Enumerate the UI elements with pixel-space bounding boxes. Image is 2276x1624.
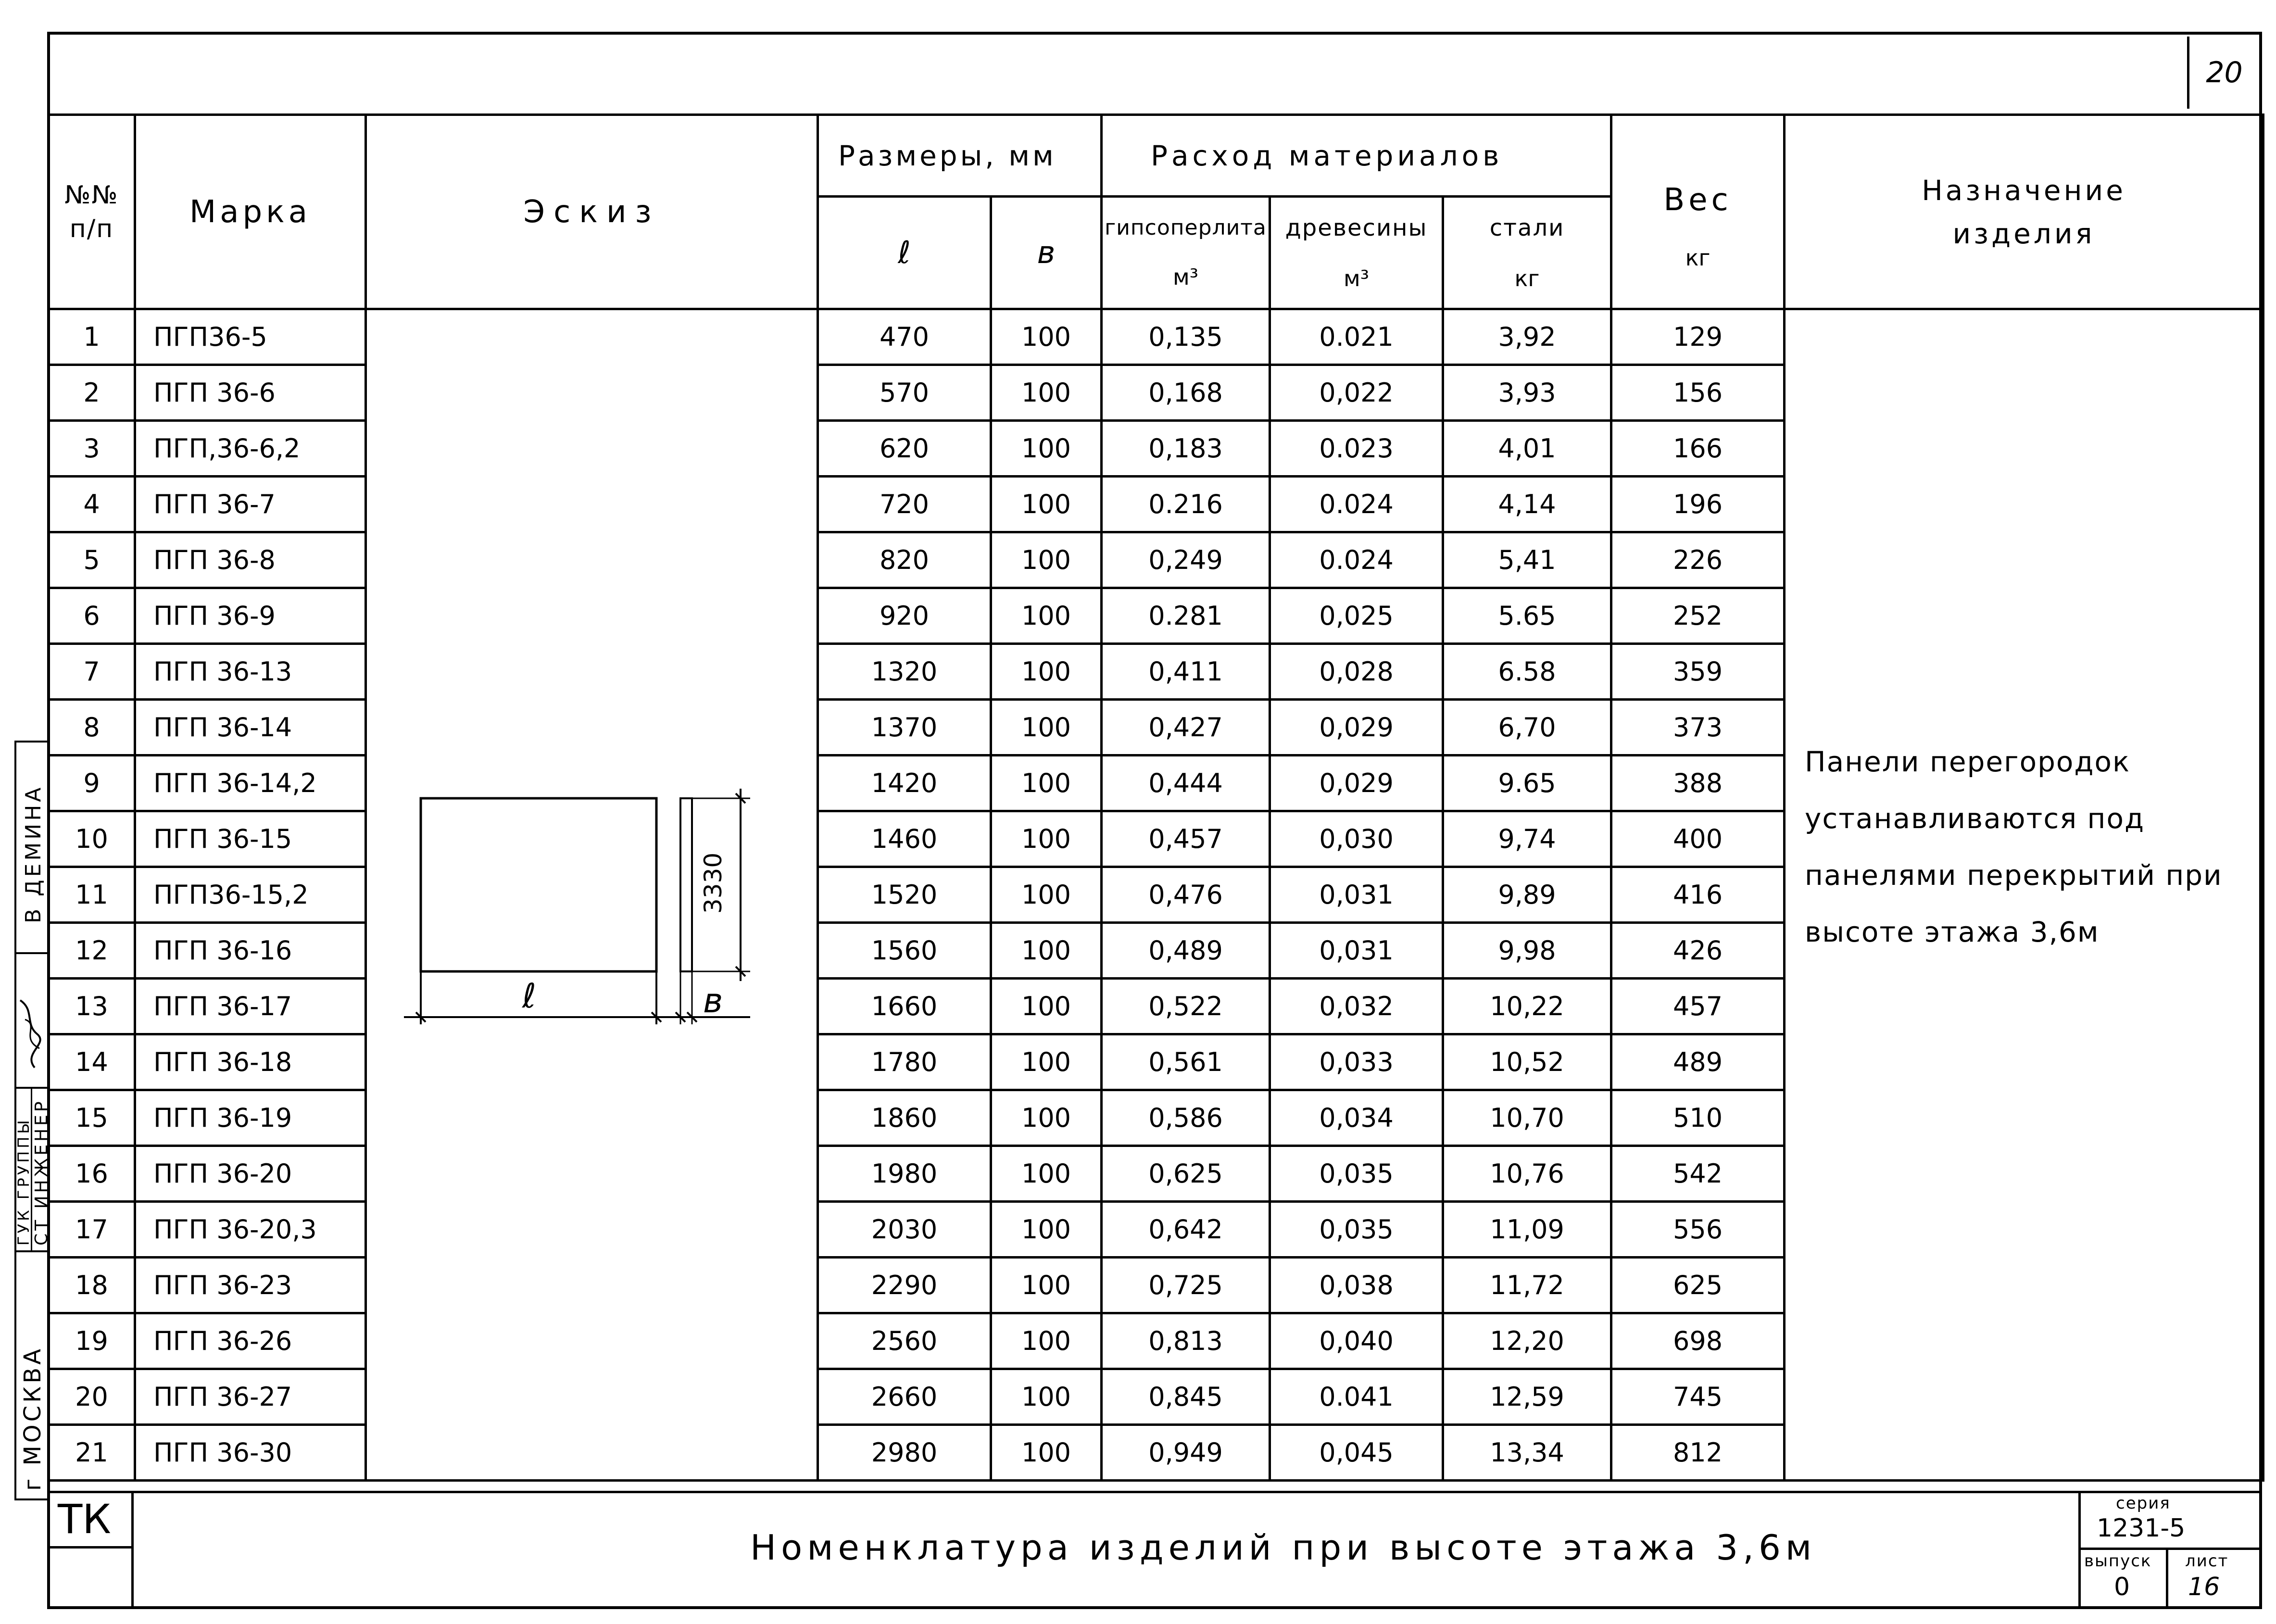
row-gypsum: 0,489 xyxy=(1102,923,1270,979)
row-steel: 9.65 xyxy=(1443,755,1611,811)
row-number: 17 xyxy=(49,1202,135,1258)
row-width: 100 xyxy=(991,365,1102,421)
sheet-value: 16 xyxy=(2188,1573,2220,1601)
row-gypsum: 0,135 xyxy=(1102,309,1270,365)
row-length: 1980 xyxy=(818,1146,991,1202)
row-length: 1520 xyxy=(818,867,991,923)
row-width: 100 xyxy=(991,1258,1102,1313)
row-steel: 6,70 xyxy=(1443,700,1611,755)
row-number: 3 xyxy=(49,421,135,477)
department-code: ТК xyxy=(58,1496,111,1543)
row-weight: 166 xyxy=(1611,421,1785,477)
row-weight: 812 xyxy=(1611,1425,1785,1481)
row-width: 100 xyxy=(991,755,1102,811)
row-width: 100 xyxy=(991,644,1102,700)
panel-front-view xyxy=(421,798,656,971)
row-steel: 10,70 xyxy=(1443,1090,1611,1146)
row-weight: 373 xyxy=(1611,700,1785,755)
header-weight: Вес кг xyxy=(1611,115,1785,309)
row-steel: 3,93 xyxy=(1443,365,1611,421)
row-steel: 10,52 xyxy=(1443,1034,1611,1090)
row-steel: 12,59 xyxy=(1443,1369,1611,1425)
row-steel: 11,09 xyxy=(1443,1202,1611,1258)
page-number: 20 xyxy=(2206,56,2243,89)
row-number: 8 xyxy=(49,700,135,755)
row-weight: 489 xyxy=(1611,1034,1785,1090)
header-purpose: Назначение изделия xyxy=(1785,115,2263,309)
nomenclature-table xyxy=(47,113,2264,1482)
row-length: 2030 xyxy=(818,1202,991,1258)
row-wood: 0,038 xyxy=(1270,1258,1443,1313)
header-materials: Расход материалов xyxy=(1102,115,1611,197)
row-width: 100 xyxy=(991,421,1102,477)
row-number: 7 xyxy=(49,644,135,700)
row-weight: 542 xyxy=(1611,1146,1785,1202)
row-length: 820 xyxy=(818,532,991,588)
row-wood: 0,031 xyxy=(1270,867,1443,923)
row-wood: 0,040 xyxy=(1270,1313,1443,1369)
row-weight: 226 xyxy=(1611,532,1785,588)
row-wood: 0,031 xyxy=(1270,923,1443,979)
row-wood: 0,035 xyxy=(1270,1202,1443,1258)
row-steel: 9,74 xyxy=(1443,811,1611,867)
row-gypsum: 0,427 xyxy=(1102,700,1270,755)
side-label-name: В ДЕМИНА xyxy=(21,784,46,923)
header-dimensions: Размеры, мм xyxy=(818,115,1102,197)
sketch-height-label: 3330 xyxy=(699,852,727,914)
row-wood: 0,028 xyxy=(1270,644,1443,700)
side-label-city: г МОСКВА xyxy=(19,1346,46,1491)
row-wood: 0,030 xyxy=(1270,811,1443,867)
signature-mark xyxy=(15,991,46,1077)
row-weight: 698 xyxy=(1611,1313,1785,1369)
row-wood: 0,045 xyxy=(1270,1425,1443,1481)
side-label-role1: ГУК ГРУППЫ xyxy=(14,1117,33,1246)
row-mark: ПГП 36-15 xyxy=(135,811,366,867)
row-gypsum: 0,476 xyxy=(1102,867,1270,923)
row-mark: ПГП 36-16 xyxy=(135,923,366,979)
side-label-role2: СТ ИНЖЕНЕР xyxy=(32,1098,51,1246)
row-width: 100 xyxy=(991,811,1102,867)
row-width: 100 xyxy=(991,1313,1102,1369)
row-length: 1320 xyxy=(818,644,991,700)
page-number-box xyxy=(2187,37,2259,109)
row-width: 100 xyxy=(991,1202,1102,1258)
issue-label: выпуск xyxy=(2084,1551,2152,1571)
row-gypsum: 0,625 xyxy=(1102,1146,1270,1202)
row-width: 100 xyxy=(991,532,1102,588)
row-number: 19 xyxy=(49,1313,135,1369)
row-width: 100 xyxy=(991,588,1102,644)
row-weight: 388 xyxy=(1611,755,1785,811)
row-gypsum: 0,249 xyxy=(1102,532,1270,588)
row-wood: 0.041 xyxy=(1270,1369,1443,1425)
row-gypsum: 0,522 xyxy=(1102,979,1270,1034)
row-mark: ПГП 36-7 xyxy=(135,477,366,532)
row-mark: ПГП 36-20,3 xyxy=(135,1202,366,1258)
row-gypsum: 0,168 xyxy=(1102,365,1270,421)
purpose-text: Панели перегородок устанавливаются под панелями перекрытий при высоте этажа 3,6м xyxy=(1805,745,2223,948)
row-width: 100 xyxy=(991,1369,1102,1425)
header-gypsum: гипсоперлита м³ xyxy=(1102,197,1270,309)
sketch-length-label: ℓ xyxy=(522,976,536,1016)
row-gypsum: 0,586 xyxy=(1102,1090,1270,1146)
header-dim-b: в xyxy=(991,197,1102,309)
row-weight: 745 xyxy=(1611,1369,1785,1425)
row-mark: ПГП 36-13 xyxy=(135,644,366,700)
row-gypsum: 0,642 xyxy=(1102,1202,1270,1258)
row-mark: ПГП36-15,2 xyxy=(135,867,366,923)
row-weight: 252 xyxy=(1611,588,1785,644)
row-steel: 5,41 xyxy=(1443,532,1611,588)
row-width: 100 xyxy=(991,979,1102,1034)
row-number: 10 xyxy=(49,811,135,867)
row-steel: 3,92 xyxy=(1443,309,1611,365)
row-weight: 156 xyxy=(1611,365,1785,421)
row-number: 5 xyxy=(49,532,135,588)
row-mark: ПГП 36-6 xyxy=(135,365,366,421)
row-wood: 0,034 xyxy=(1270,1090,1443,1146)
row-steel: 13,34 xyxy=(1443,1425,1611,1481)
row-wood: 0,029 xyxy=(1270,700,1443,755)
row-wood: 0,022 xyxy=(1270,365,1443,421)
row-steel: 9,98 xyxy=(1443,923,1611,979)
row-length: 470 xyxy=(818,309,991,365)
row-steel: 12,20 xyxy=(1443,1313,1611,1369)
row-number: 6 xyxy=(49,588,135,644)
table-row xyxy=(49,309,2263,365)
row-number: 18 xyxy=(49,1258,135,1313)
row-length: 1370 xyxy=(818,700,991,755)
header-mark: Марка xyxy=(135,115,366,309)
row-steel: 10,22 xyxy=(1443,979,1611,1034)
row-steel: 6.58 xyxy=(1443,644,1611,700)
row-weight: 196 xyxy=(1611,477,1785,532)
row-gypsum: 0,561 xyxy=(1102,1034,1270,1090)
row-mark: ПГП 36-27 xyxy=(135,1369,366,1425)
row-number: 13 xyxy=(49,979,135,1034)
row-gypsum: 0,845 xyxy=(1102,1369,1270,1425)
row-wood: 0.024 xyxy=(1270,532,1443,588)
header-wood: древесины м³ xyxy=(1270,197,1443,309)
row-width: 100 xyxy=(991,1425,1102,1481)
row-gypsum: 0,444 xyxy=(1102,755,1270,811)
row-gypsum: 0,457 xyxy=(1102,811,1270,867)
row-length: 920 xyxy=(818,588,991,644)
row-width: 100 xyxy=(991,1146,1102,1202)
row-weight: 400 xyxy=(1611,811,1785,867)
row-mark: ПГП36-5 xyxy=(135,309,366,365)
row-length: 2660 xyxy=(818,1369,991,1425)
row-mark: ПГП 36-14,2 xyxy=(135,755,366,811)
row-weight: 556 xyxy=(1611,1202,1785,1258)
row-mark: ПГП 36-23 xyxy=(135,1258,366,1313)
row-weight: 426 xyxy=(1611,923,1785,979)
row-width: 100 xyxy=(991,1090,1102,1146)
row-gypsum: 0,725 xyxy=(1102,1258,1270,1313)
row-width: 100 xyxy=(991,700,1102,755)
row-number: 16 xyxy=(49,1146,135,1202)
row-weight: 416 xyxy=(1611,867,1785,923)
row-gypsum: 0.281 xyxy=(1102,588,1270,644)
row-gypsum: 0,183 xyxy=(1102,421,1270,477)
row-mark: ПГП 36-9 xyxy=(135,588,366,644)
row-number: 9 xyxy=(49,755,135,811)
row-width: 100 xyxy=(991,923,1102,979)
row-number: 2 xyxy=(49,365,135,421)
row-weight: 129 xyxy=(1611,309,1785,365)
row-length: 720 xyxy=(818,477,991,532)
row-mark: ПГП 36-19 xyxy=(135,1090,366,1146)
series-value: 1231-5 xyxy=(2097,1514,2186,1543)
row-length: 1560 xyxy=(818,923,991,979)
row-weight: 625 xyxy=(1611,1258,1785,1313)
row-number: 15 xyxy=(49,1090,135,1146)
row-width: 100 xyxy=(991,477,1102,532)
issue-value: 0 xyxy=(2114,1573,2130,1601)
row-number: 20 xyxy=(49,1369,135,1425)
row-steel: 4,01 xyxy=(1443,421,1611,477)
row-wood: 0,035 xyxy=(1270,1146,1443,1202)
row-number: 21 xyxy=(49,1425,135,1481)
row-steel: 10,76 xyxy=(1443,1146,1611,1202)
header-steel: стали кг xyxy=(1443,197,1611,309)
row-length: 1660 xyxy=(818,979,991,1034)
row-mark: ПГП 36-20 xyxy=(135,1146,366,1202)
sheet-title: Номенклатура изделий при высоте этажа 3,6м xyxy=(750,1527,1817,1568)
row-mark: ПГП,36-6,2 xyxy=(135,421,366,477)
row-weight: 359 xyxy=(1611,644,1785,700)
row-gypsum: 0,813 xyxy=(1102,1313,1270,1369)
row-gypsum: 0,949 xyxy=(1102,1425,1270,1481)
row-mark: ПГП 36-18 xyxy=(135,1034,366,1090)
panel-side-view xyxy=(680,798,692,971)
row-gypsum: 0,411 xyxy=(1102,644,1270,700)
row-mark: ПГП 36-30 xyxy=(135,1425,366,1481)
row-steel: 5.65 xyxy=(1443,588,1611,644)
header-sketch: Эскиз xyxy=(366,115,818,309)
purpose-cell xyxy=(1785,309,2263,1481)
row-number: 12 xyxy=(49,923,135,979)
row-length: 2560 xyxy=(818,1313,991,1369)
row-wood: 0,032 xyxy=(1270,979,1443,1034)
row-mark: ПГП 36-26 xyxy=(135,1313,366,1369)
row-wood: 0.023 xyxy=(1270,421,1443,477)
row-length: 2290 xyxy=(818,1258,991,1313)
row-wood: 0,025 xyxy=(1270,588,1443,644)
row-steel: 9,89 xyxy=(1443,867,1611,923)
header-dim-l: ℓ xyxy=(818,197,991,309)
sketch-width-label: в xyxy=(703,981,723,1020)
row-length: 1460 xyxy=(818,811,991,867)
sheet-label: лист xyxy=(2185,1551,2229,1571)
row-number: 11 xyxy=(49,867,135,923)
row-steel: 4,14 xyxy=(1443,477,1611,532)
row-width: 100 xyxy=(991,867,1102,923)
row-wood: 0,033 xyxy=(1270,1034,1443,1090)
row-wood: 0,029 xyxy=(1270,755,1443,811)
row-weight: 457 xyxy=(1611,979,1785,1034)
row-number: 1 xyxy=(49,309,135,365)
row-length: 1860 xyxy=(818,1090,991,1146)
row-steel: 11,72 xyxy=(1443,1258,1611,1313)
row-mark: ПГП 36-8 xyxy=(135,532,366,588)
row-gypsum: 0.216 xyxy=(1102,477,1270,532)
row-weight: 510 xyxy=(1611,1090,1785,1146)
row-length: 1780 xyxy=(818,1034,991,1090)
row-mark: ПГП 36-17 xyxy=(135,979,366,1034)
row-number: 4 xyxy=(49,477,135,532)
series-label: серия xyxy=(2116,1494,2171,1513)
row-number: 14 xyxy=(49,1034,135,1090)
row-length: 570 xyxy=(818,365,991,421)
row-length: 1420 xyxy=(818,755,991,811)
row-length: 2980 xyxy=(818,1425,991,1481)
row-wood: 0.021 xyxy=(1270,309,1443,365)
row-wood: 0.024 xyxy=(1270,477,1443,532)
row-length: 620 xyxy=(818,421,991,477)
row-mark: ПГП 36-14 xyxy=(135,700,366,755)
row-width: 100 xyxy=(991,1034,1102,1090)
row-width: 100 xyxy=(991,309,1102,365)
header-num: №№ п/п xyxy=(49,115,135,309)
